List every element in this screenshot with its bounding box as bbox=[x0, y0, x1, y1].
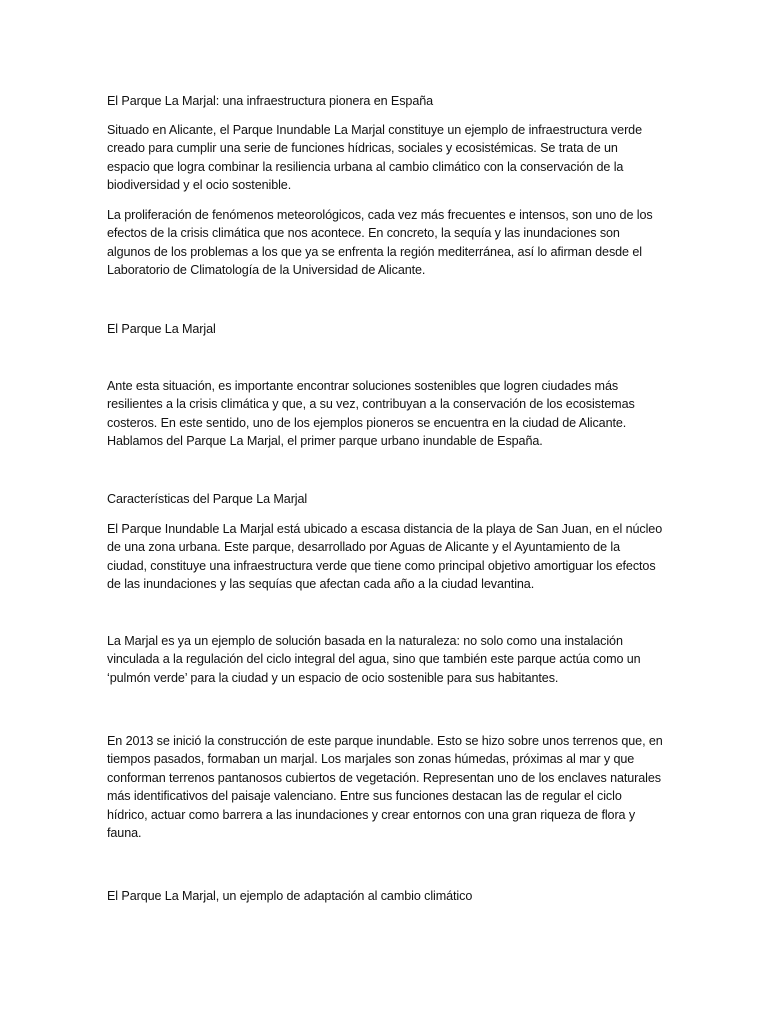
section-heading-parque: El Parque La Marjal bbox=[107, 322, 216, 336]
paragraph-location: El Parque Inundable La Marjal está ubicado a escasa distancia de la playa de San Juan, en el núcleo de una zona urbana. Este parque, desarrollado por Aguas de Alicante y el Ayuntamiento de la ciudad, constituye una infraestructura verde que tiene como principal objetivo amortiguar los efectos de las inundaciones y las sequías que afectan cada año a la ciudad levantina. bbox=[107, 522, 663, 592]
section-heading-caracteristicas: Características del Parque La Marjal bbox=[107, 492, 308, 506]
paragraph-history: En 2013 se inició la construcción de este parque inundable. Esto se hizo sobre unos terrenos que, en tiempos pasados, formaban un marjal. Los marjales son zonas húmedas, próximas al mar y que conforman terrenos pantanosos cubiertos de vegetación. Representan uno de los enclaves naturales más identificativos del paisaje valenciano. Entre sus funciones destacan las de regular el ciclo hídrico, actuar como barrera a las inundaciones y crear entornos con una gran riqueza de flora y fauna. bbox=[107, 734, 663, 841]
paragraph-intro: Situado en Alicante, el Parque Inundable La Marjal constituye un ejemplo de infraestructura verde creado para cumplir una serie de funciones hídricas, sociales y ecosistémicas. Se trata de un espacio que logra combinar la resiliencia urbana al cambio climático con la conservación de la biodiversidad y el ocio sostenible. bbox=[107, 123, 642, 193]
section-heading-adaptacion: El Parque La Marjal, un ejemplo de adaptación al cambio climático bbox=[107, 889, 473, 903]
document-title: El Parque La Marjal: una infraestructura pionera en España bbox=[107, 94, 434, 108]
paragraph-nature-solution: La Marjal es ya un ejemplo de solución basada en la naturaleza: no solo como una instalación vinculada a la regulación del ciclo integral del agua, sino que también este parque actúa como un ‘pulmón verde’ para la ciudad y un espacio de ocio sostenible para sus habitantes. bbox=[107, 634, 641, 685]
paragraph-climate-effects: La proliferación de fenómenos meteorológicos, cada vez más frecuentes e intensos, son uno de los efectos de la crisis climática que nos acontece. En concreto, la sequía y las inundaciones son algunos de los problemas a los que ya se enfrenta la región mediterránea, así lo afirman desde el Laboratorio de Climatología de la Universidad de Alicante. bbox=[107, 208, 653, 278]
paragraph-solutions: Ante esta situación, es importante encontrar soluciones sostenibles que logren ciudades más resilientes a la crisis climática y que, a su vez, contribuyan a la conservación de los ecosistemas costeros. En este sentido, uno de los ejemplos pioneros se encuentra en la ciudad de Alicante. Hablamos del Parque La Marjal, el primer parque urbano inundable de España. bbox=[107, 379, 635, 449]
